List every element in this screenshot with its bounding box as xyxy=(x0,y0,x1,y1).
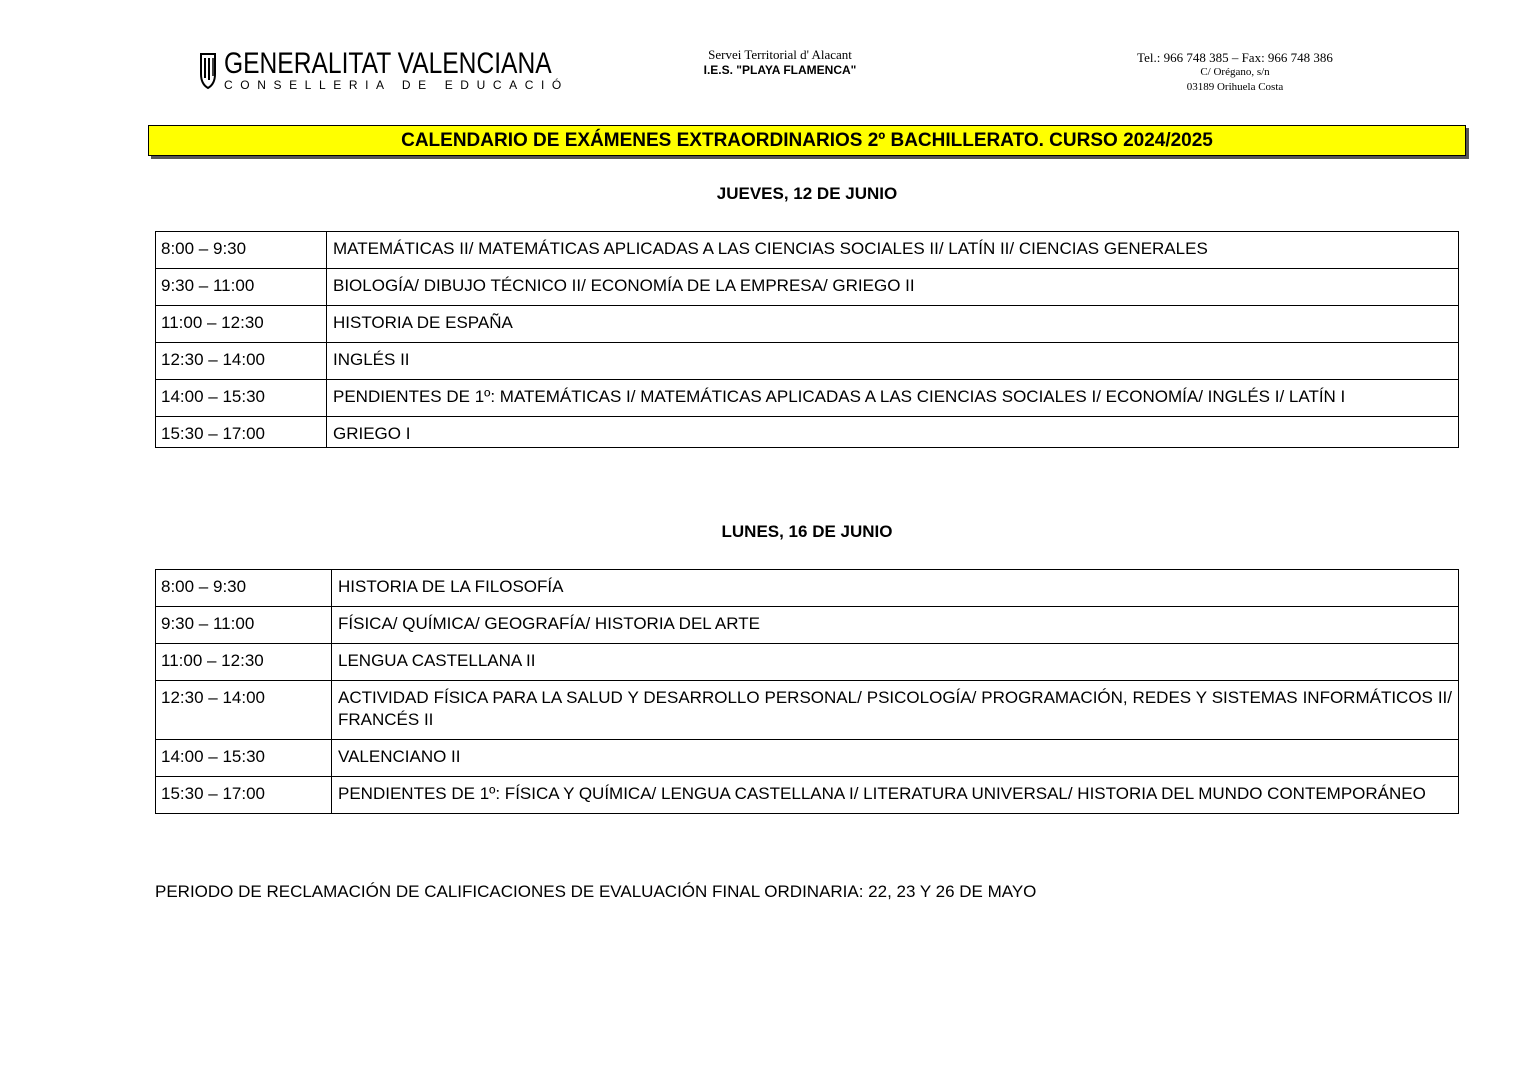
time-cell: 11:00 – 12:30 xyxy=(156,306,327,343)
time-cell: 14:00 – 15:30 xyxy=(156,740,332,777)
subjects-cell: BIOLOGÍA/ DIBUJO TÉCNICO II/ ECONOMÍA DE LA EMPRESA/ GRIEGO II xyxy=(327,269,1459,306)
table-row xyxy=(156,343,1459,380)
time-cell: 8:00 – 9:30 xyxy=(156,232,327,269)
subjects-cell: HISTORIA DE LA FILOSOFÍA xyxy=(332,570,1459,607)
time-cell: 12:30 – 14:00 xyxy=(156,681,332,740)
table-row xyxy=(156,570,1459,607)
day-title-2: LUNES, 16 DE JUNIO xyxy=(721,522,893,541)
subjects-cell: PENDIENTES DE 1º: MATEMÁTICAS I/ MATEMÁTICAS APLICADAS A LAS CIENCIAS SOCIALES I/ ECONOMÍA/ INGLÉS I/ LATÍN I xyxy=(327,380,1459,417)
coat-of-arms-icon xyxy=(198,52,218,90)
logo-name: GENERALITAT VALENCIANA xyxy=(224,47,552,80)
table-row xyxy=(156,232,1459,269)
subjects-cell: HISTORIA DE ESPAÑA xyxy=(327,306,1459,343)
subjects-cell: MATEMÁTICAS II/ MATEMÁTICAS APLICADAS A LAS CIENCIAS SOCIALES II/ LATÍN II/ CIENCIAS GENERALES xyxy=(327,232,1459,269)
schedule-table-1 xyxy=(155,231,1459,448)
school-name: I.E.S. "PLAYA FLAMENCA" xyxy=(703,63,857,77)
school-header xyxy=(620,48,940,78)
time-cell: 9:30 – 11:00 xyxy=(156,269,327,306)
table-row xyxy=(156,777,1459,814)
subjects-cell: PENDIENTES DE 1º: FÍSICA Y QUÍMICA/ LENGUA CASTELLANA I/ LITERATURA UNIVERSAL/ HISTORIA DEL MUNDO CONTEMPORÁNEO xyxy=(332,777,1459,814)
table-row xyxy=(156,607,1459,644)
table-row xyxy=(156,269,1459,306)
claims-period-note: PERIODO DE RECLAMACIÓN DE CALIFICACIONES DE EVALUACIÓN FINAL ORDINARIA: 22, 23 Y 26 DE MAYO xyxy=(155,882,1037,901)
time-cell: 15:30 – 17:00 xyxy=(156,417,327,448)
table-row xyxy=(156,644,1459,681)
table-row xyxy=(156,417,1459,448)
contact-block xyxy=(1100,50,1370,95)
time-cell: 15:30 – 17:00 xyxy=(156,777,332,814)
postal-address: 03189 Orihuela Costa xyxy=(1186,81,1284,93)
subjects-cell: FÍSICA/ QUÍMICA/ GEOGRAFÍA/ HISTORIA DEL ARTE xyxy=(332,607,1459,644)
subjects-cell: LENGUA CASTELLANA II xyxy=(332,644,1459,681)
time-cell: 11:00 – 12:30 xyxy=(156,644,332,681)
table-row xyxy=(156,681,1459,740)
logo-department: CONSELLERIA DE EDUCACIÓ xyxy=(224,78,569,92)
table-row xyxy=(156,380,1459,417)
subjects-cell: INGLÉS II xyxy=(327,343,1459,380)
time-cell: 9:30 – 11:00 xyxy=(156,607,332,644)
subjects-cell: VALENCIANO II xyxy=(332,740,1459,777)
schedule-table-2 xyxy=(155,569,1459,814)
territorial-service: Servei Territorial d' Alacant xyxy=(708,47,852,62)
document-title: CALENDARIO DE EXÁMENES EXTRAORDINARIOS 2º BACHILLERATO. CURSO 2024/2025 xyxy=(148,125,1466,156)
table-row xyxy=(156,306,1459,343)
phone-fax: Tel.: 966 748 385 – Fax: 966 748 386 xyxy=(1137,50,1333,65)
time-cell: 8:00 – 9:30 xyxy=(156,570,332,607)
street-address: C/ Orégano, s/n xyxy=(1200,66,1270,78)
subjects-cell: GRIEGO I xyxy=(327,417,1459,448)
table-row xyxy=(156,740,1459,777)
time-cell: 14:00 – 15:30 xyxy=(156,380,327,417)
subjects-cell: ACTIVIDAD FÍSICA PARA LA SALUD Y DESARROLLO PERSONAL/ PSICOLOGÍA/ PROGRAMACIÓN, REDES Y SISTEMAS INFORMÁTICOS II/ FRANCÉS II xyxy=(332,681,1459,740)
time-cell: 12:30 – 14:00 xyxy=(156,343,327,380)
day-title-1: JUEVES, 12 DE JUNIO xyxy=(716,184,898,203)
generalitat-logo xyxy=(198,47,569,96)
